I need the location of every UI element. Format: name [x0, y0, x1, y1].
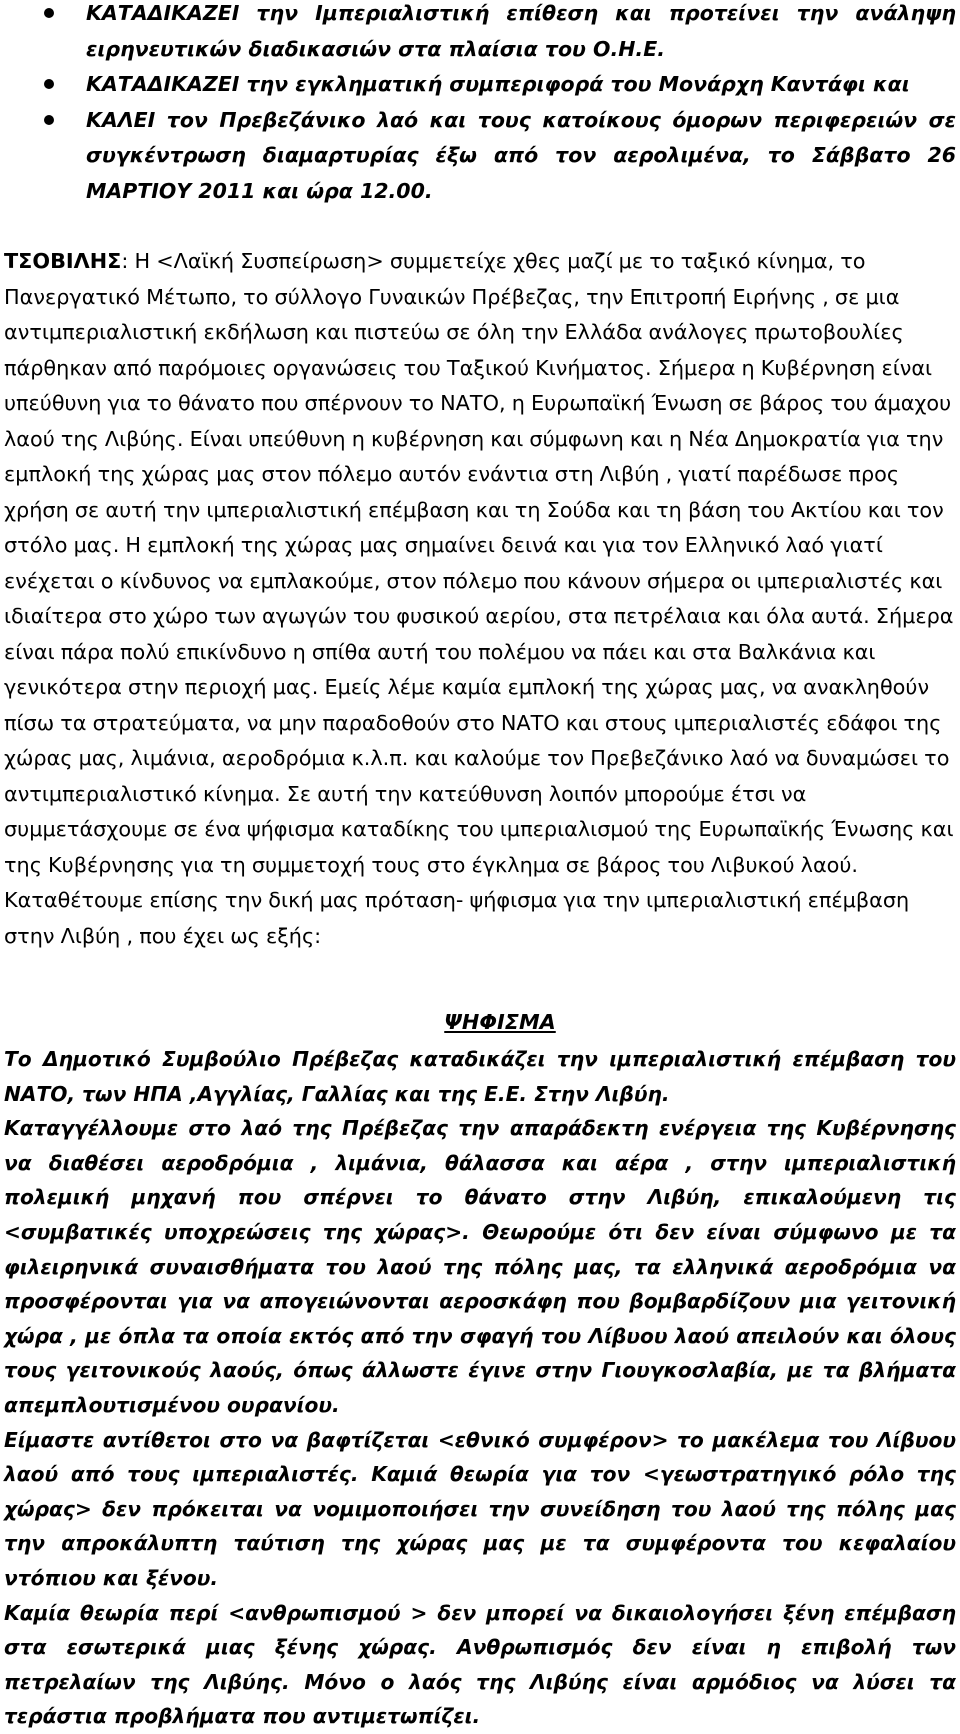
bullet-dot-icon — [44, 79, 54, 89]
resolution-body — [4, 1042, 956, 1734]
speaker-statement — [4, 244, 956, 954]
resolution-paragraph: Καταγγέλλουμε στο λαό της Πρέβεζας την απαράδεκτη ενέργεια της Κυβέρνησης να διαθέσει αεροδρόμια , λιμάνια, θάλασσα και αέρα , στην ιμπεριαλιστική πολεμική μηχανή που σπέρνει το θάνατο στην Λιβύη, επικαλούμενη τις <συμβατικές υποχρεώσεις της χώρας>. Θεωρούμε ότι δεν είναι σύμφωνο με τα φιλειρηνικά συναισθήματα του λαού της πόλης μας, τα ελληνικά αεροδρόμια να προσφέρονται για να απογειώνονται αεροσκάφη που βομβαρδίζουν μια γειτονική χώρα , με όπλα τα οποία εκτός από την σφαγή του Λίβυου λαού απειλούν και όλους τους γειτονικούς λαούς, όπως άλλωστε έγινε στην Γιουγκοσλαβία, με τα βλήματα απεμπλουτισμένου ουρανίου. — [4, 1116, 956, 1417]
bullet-text: ΚΑΤΑΔΙΚΑΖΕΙ την Ιμπεριαλιστική επίθεση και προτείνει την ανάληψη ειρηνευτικών διαδικασιών στα πλαίσια του Ο.Η.Ε. — [86, 1, 956, 61]
bullet-text: ΚΑΤΑΔΙΚΑΖΕΙ την εγκληματική συμπεριφορά του Μονάρχη Καντάφι και — [86, 72, 910, 96]
resolution-title: ΨΗΦΙΣΜΑ — [444, 1010, 556, 1034]
bullet-item-call-protest — [0, 103, 960, 210]
resolution-paragraph: Το Δημοτικό Συμβούλιο Πρέβεζας καταδικάζει την ιμπεριαλιστική επέμβαση του ΝΑΤΟ, των ΗΠΑ ,Αγγλίας, Γαλλίας και της Ε.Ε. Στην Λιβύη. — [4, 1047, 956, 1106]
bullet-dot-icon — [44, 8, 54, 18]
speaker-name: ΤΣΟΒΙΛΗΣ — [4, 249, 122, 273]
statement-text: : Η <Λαϊκή Συσπείρωση> συμμετείχε χθες μαζί με το ταξικό κίνημα, το Πανεργατικό Μέτωπο, το σύλλογο Γυναικών Πρέβεζας, την Επιτροπή Ειρήνης , σε μια αντιμπεριαλιστική εκδήλωση και πιστεύω σε όλη την Ελλάδα ανάλογες πρωτοβουλίες πάρθηκαν από παρόμοιες οργανώσεις του Ταξικού Κινήματος. Σήμερα η Κυβέρνηση είναι υπεύθυνη για το θάνατο που σπέρνουν το ΝΑΤΟ, η Ευρωπαϊκή Ένωση σε βάρος του άμαχου λαού της Λιβύης. Είναι υπεύθυνη η κυβέρνηση και σύμφωνη και η Νέα Δημοκρατία για την εμπλοκή της χώρας μας στον πόλεμο αυτόν ενάντια στη Λιβύη , γιατί παρέδωσε προς χρήση σε αυτή την ιμπεριαλιστική επέμβαση και τη Σούδα και τη βάση του Ακτίου και τον στόλο μας. Η εμπλοκή της χώρας μας σημαίνει δεινά και για τον Ελληνικό λαό γιατί ενέχεται ο κίνδυνος να εμπλακούμε, στον πόλεμο που κάνουν σήμερα οι ιμπεριαλιστές και ιδιαίτερα στο χώρο των αγωγών του φυσικού αερίου, στα πετρέλαια και όλα αυτά. Σήμερα είναι πάρα πολύ επικίνδυνο η σπίθα αυτή του πολέμου να πάει και στα Βαλκάνια και γενικότερα στην περιοχή μας. Εμείς λέμε καμία εμπλοκή της χώρας μας, να ανακληθούν πίσω τα στρατεύματα, να μην παραδοθούν στο ΝΑΤΟ και στους ιμπεριαλιστές εδάφοι της χώρας μας, λιμάνια, αεροδρόμια κ.λ.π. και καλούμε τον Πρεβεζάνικο λαό να δυναμώσει το αντιμπεριαλιστικό κίνημα. Σε αυτή την κατεύθυνση λοιπόν μπορούμε έτσι να συμμετάσχουμε σε ένα ψήφισμα καταδίκης του ιμπεριαλισμού της Ευρωπαϊκής Ένωσης και της Κυβέρνησης για τη συμμετοχή τους στο έγκλημα σε βάρος του Λιβυκού λαού. — [4, 249, 954, 877]
bullet-text: ΚΑΛΕΙ τον Πρεβεζάνικο λαό και τους κατοίκους όμορων περιφερειών σε συγκέντρωση διαμαρτυρίας έξω από τον αερολιμένα, το Σάββατο 26 ΜΑΡΤΙΟΥ 2011 και ώρα 12.00. — [86, 107, 956, 203]
resolution-paragraph: Καμία θεωρία περί <ανθρωπισμού > δεν μπορεί να δικαιολογήσει ξένη επέμβαση στα εσωτερικά μιας ξένης χώρας. Ανθρωπισμός δεν είναι η επιβολή των πετρελαίων της Λιβύης. Μόνο ο λαός της Λιβύης είναι αρμόδιος να λύσει τα τεράστια προβλήματα που αντιμετωπίζει. — [4, 1600, 956, 1729]
bullet-list — [0, 0, 960, 209]
bullet-item-condemn-attack — [0, 0, 960, 67]
resolution-paragraph: Είμαστε αντίθετοι στο να βαφτίζεται <εθνικό συμφέρον> το μακέλεμα του Λίβυου λαού από τους ιμπεριαλιστές. Καμιά θεωρία για τον <γεωστρατηγικό ρόλο της χώρας> δεν πρόκειται να νομιμοποιήσει την συνείδηση του λαού της πόλης μας την απροκάλυπτη ταύτιση της χώρας μας με τα συμφέροντα του κεφαλαίου ντόπιου και ξένου. — [4, 1427, 956, 1590]
bullet-item-condemn-gaddafi — [0, 67, 960, 103]
statement-closing: Καταθέτουμε επίσης την δική μας πρόταση- ψήφισμα για την ιμπεριαλιστική επέμβαση στην Λιβύη , που έχει ως εξής: — [4, 888, 910, 948]
bullet-dot-icon — [44, 115, 54, 125]
